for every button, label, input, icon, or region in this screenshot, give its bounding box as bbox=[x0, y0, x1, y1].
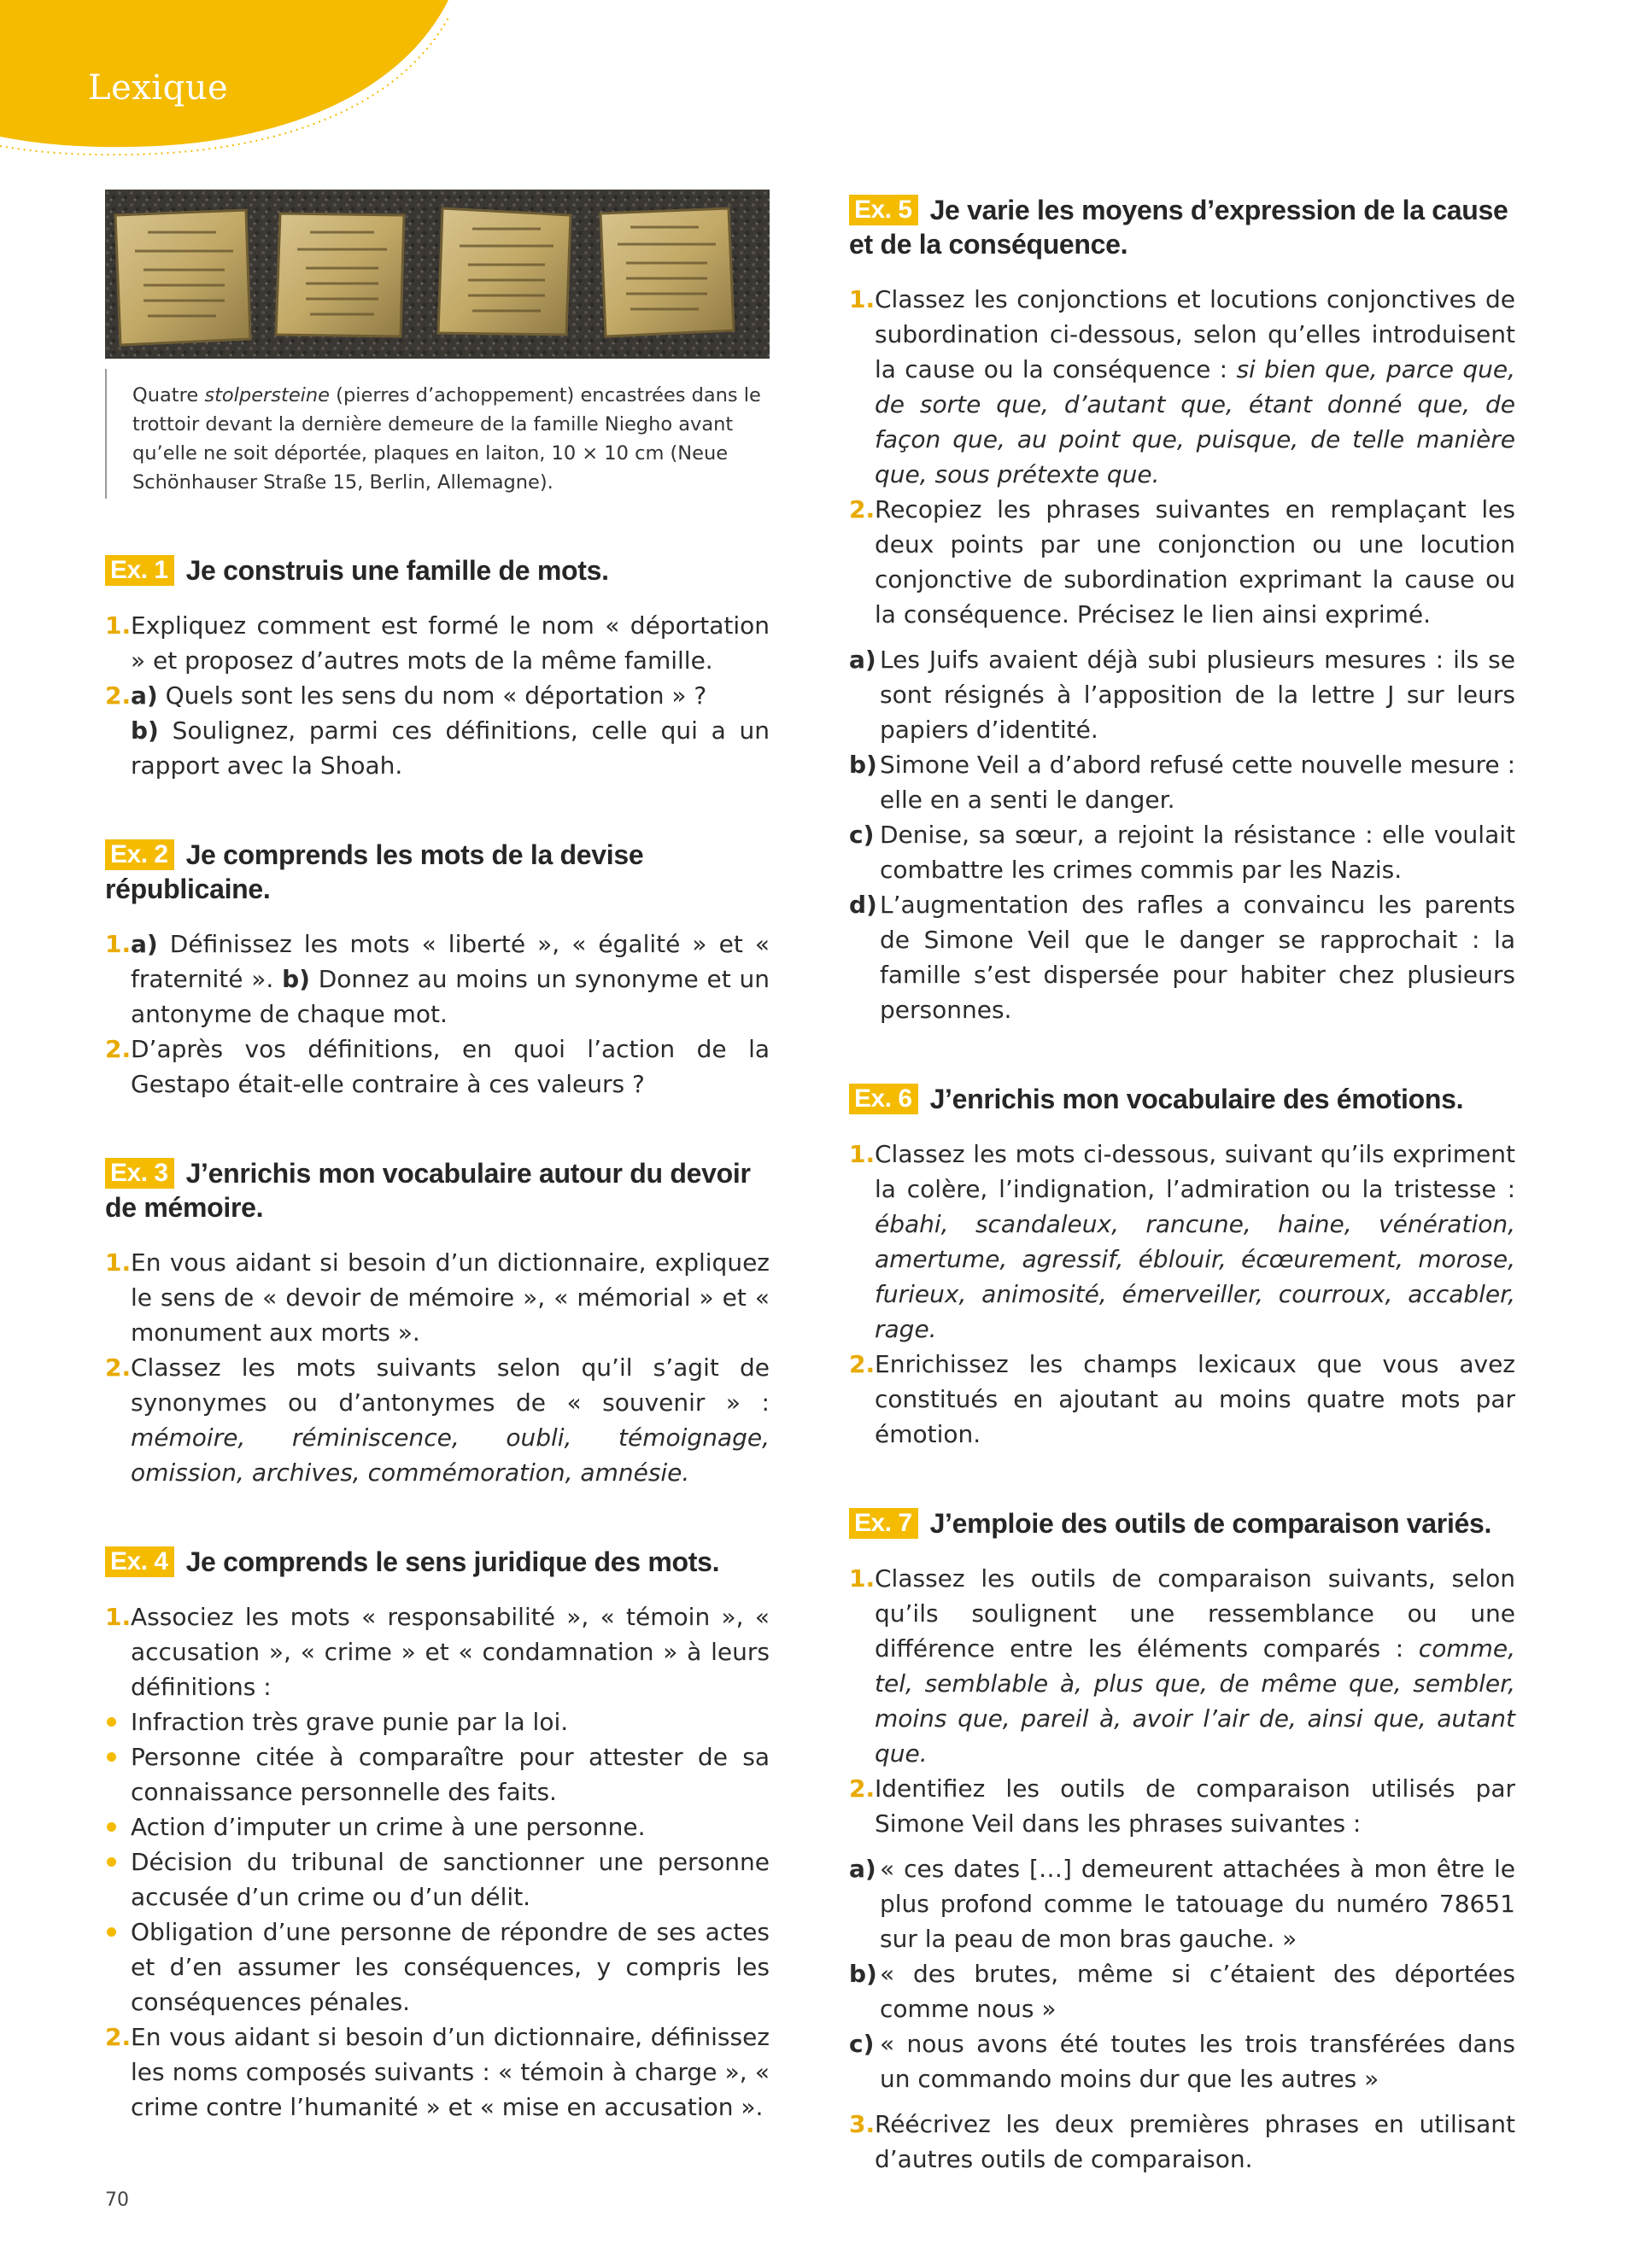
ex7-q3-number: 3. bbox=[849, 2110, 876, 2138]
ex3-q2-words: mémoire, réminiscence, oubli, témoignage, omission, archives, commémoration, amnésie. bbox=[131, 1423, 770, 1487]
exercise-3-heading bbox=[105, 1156, 770, 1225]
ex1-question-1 bbox=[105, 608, 770, 678]
ex4-definition: Action d’imputer un crime à une personne. bbox=[105, 1809, 770, 1844]
ex7-quote bbox=[849, 2026, 1515, 2096]
photo-caption bbox=[105, 369, 770, 499]
ex7-quote bbox=[849, 1851, 1515, 1956]
ex7-question-1 bbox=[849, 1561, 1515, 1771]
caption-post: (pierres d’achoppement) encastrées dans le trottoir devant la dernière demeure de la famille Niegho avant qu’elle ne soit déportée, plaques en laiton, 10 × 10 cm (Neue Schönhauser Straße 15, Berlin, Allemagne). bbox=[132, 384, 761, 494]
ex5-sentence-letter: d) bbox=[849, 891, 877, 919]
ex5-q2-number: 2. bbox=[849, 495, 876, 523]
exercise-6-body bbox=[849, 1137, 1515, 1452]
ex1-q2b-text: Soulignez, parmi ces définitions, celle qui a un rapport avec la Shoah. bbox=[131, 716, 770, 780]
exercise-4-badge: Ex. 4 bbox=[105, 1546, 174, 1577]
exercise-1 bbox=[105, 553, 770, 783]
ex5-sentence-text: Les Juifs avaient déjà subi plusieurs mesures : ils se sont résignés à l’apposition de la lettre J sur leurs papiers d’identité. bbox=[880, 646, 1515, 744]
ex3-q2-text: Classez les mots suivants selon qu’il s’agit de synonymes ou d’antonymes de « souvenir » : bbox=[131, 1353, 770, 1417]
ex4-definition: Décision du tribunal de sanctionner une personne accusée d’un crime ou d’un délit. bbox=[105, 1844, 770, 1914]
left-column bbox=[105, 190, 770, 2125]
exercise-4-body bbox=[105, 1599, 770, 2125]
ex7-q1-text: Classez les outils de comparaison suivants, selon qu’ils soulignent une ressemblance ou une différence entre les éléments comparés : bbox=[875, 1564, 1515, 1663]
ex3-question-2 bbox=[105, 1350, 770, 1490]
ex7-q1-number: 1. bbox=[849, 1564, 876, 1593]
ex7-quote-letter: c) bbox=[849, 2030, 875, 2058]
ex7-quote-letter: b) bbox=[849, 1960, 877, 1988]
ex7-q2-number: 2. bbox=[849, 1774, 876, 1803]
ex2-q2-text: D’après vos définitions, en quoi l’action de la Gestapo était-elle contraire à ces valeurs ? bbox=[131, 1035, 770, 1098]
ex1-q2a-letter: a) bbox=[131, 681, 158, 710]
ex4-definition: Personne citée à comparaître pour attester de sa connaissance personnelle des faits. bbox=[105, 1739, 770, 1809]
exercise-2 bbox=[105, 838, 770, 1102]
ex2-q1b-letter: b) bbox=[282, 965, 310, 993]
ex5-question-2 bbox=[849, 492, 1515, 632]
ex2-question-1 bbox=[105, 926, 770, 1032]
exercise-4 bbox=[105, 1545, 770, 2125]
ex2-q1-number: 1. bbox=[105, 930, 132, 958]
ex7-quote bbox=[849, 1956, 1515, 2026]
ex6-q1-text: Classez les mots ci-dessous, suivant qu’ils expriment la colère, l’indignation, l’admiration ou la tristesse : bbox=[875, 1140, 1515, 1203]
ex1-question-2 bbox=[105, 678, 770, 783]
ex3-question-1 bbox=[105, 1245, 770, 1350]
ex4-q1-number: 1. bbox=[105, 1603, 132, 1631]
exercise-5-heading bbox=[849, 193, 1515, 261]
exercise-1-title: Je construis une famille de mots. bbox=[185, 555, 609, 586]
exercise-1-body bbox=[105, 608, 770, 783]
ex5-sentence-text: L’augmentation des rafles a convaincu les parents de Simone Veil que le danger se rapprochait : la famille s’est dispersée pour habiter chez plusieurs personnes. bbox=[880, 891, 1515, 1024]
ex5-sentence-letter: c) bbox=[849, 821, 875, 849]
exercise-7-heading bbox=[849, 1506, 1515, 1540]
ex5-q2-text: Recopiez les phrases suivantes en remplaçant les deux points par une conjonction ou une locution conjonctive de subordination exprimant la cause ou la conséquence. Précisez le lien ainsi exprimé. bbox=[875, 495, 1515, 628]
exercise-3-title: J’enrichis mon vocabulaire autour du devoir de mémoire. bbox=[105, 1158, 751, 1223]
exercise-5-title: Je varie les moyens d’expression de la cause et de la conséquence. bbox=[849, 195, 1508, 260]
exercise-6-badge: Ex. 6 bbox=[849, 1084, 918, 1114]
caption-term: stolpersteine bbox=[204, 384, 331, 406]
exercise-6-title: J’enrichis mon vocabulaire des émotions. bbox=[929, 1084, 1464, 1114]
exercise-1-badge: Ex. 1 bbox=[105, 555, 174, 586]
ex7-q1-words: comme, tel, semblable à, plus que, de même que, sembler, moins que, pareil à, avoir l’air de, ainsi que, autant que. bbox=[875, 1634, 1515, 1768]
ex5-q1-number: 1. bbox=[849, 285, 876, 313]
stolpersteine-photo bbox=[105, 190, 770, 359]
exercise-3 bbox=[105, 1156, 770, 1490]
ex1-q2b-letter: b) bbox=[131, 716, 159, 745]
ex4-q1-text: Associez les mots « responsabilité », « témoin », « accusation », « crime » et « condamnation » à leurs définitions : bbox=[131, 1603, 770, 1701]
ex2-q2-number: 2. bbox=[105, 1035, 132, 1063]
ex3-q1-number: 1. bbox=[105, 1248, 132, 1277]
exercise-3-badge: Ex. 3 bbox=[105, 1158, 174, 1189]
ex6-q1-words: ébahi, scandaleux, rancune, haine, vénération, amertume, agressif, éblouir, écœurement, morose, furieux, animosité, émerveiller, courroux, accabler, rage. bbox=[875, 1210, 1515, 1343]
ex5-sentence bbox=[849, 747, 1515, 817]
stolpersteine-image bbox=[105, 190, 770, 359]
exercise-6 bbox=[849, 1082, 1515, 1452]
caption-pre: Quatre bbox=[132, 384, 205, 406]
ex3-q2-number: 2. bbox=[105, 1353, 132, 1382]
exercise-7-body bbox=[849, 1561, 1515, 2177]
ex2-q1a-letter: a) bbox=[131, 930, 158, 958]
ex7-quote-text: « des brutes, même si c’étaient des déportées comme nous » bbox=[880, 1960, 1515, 2023]
ex4-q2-text: En vous aidant si besoin d’un dictionnaire, définissez les noms composés suivants : « témoin à charge », « crime contre l’humanité » et « mise en accusation ». bbox=[131, 2023, 770, 2121]
right-column bbox=[849, 190, 1515, 2177]
header-corner-decoration bbox=[0, 0, 448, 158]
exercise-2-heading bbox=[105, 838, 770, 906]
ex6-q2-text: Enrichissez les champs lexicaux que vous avez constitués en ajoutant au moins quatre mots par émotion. bbox=[875, 1350, 1515, 1448]
ex1-q2a-text: Quels sont les sens du nom « déportation » ? bbox=[165, 681, 707, 710]
ex2-q1a-text: Définissez les mots « liberté », « égalité » et « fraternité ». bbox=[131, 930, 770, 993]
exercise-5-badge: Ex. 5 bbox=[849, 195, 918, 225]
exercise-7 bbox=[849, 1506, 1515, 2177]
ex2-question-2 bbox=[105, 1032, 770, 1102]
ex4-question-1 bbox=[105, 1599, 770, 1704]
ex1-q1-number: 1. bbox=[105, 611, 132, 640]
ex7-q2-text: Identifiez les outils de comparaison utilisés par Simone Veil dans les phrases suivantes : bbox=[875, 1774, 1515, 1838]
page-number: 70 bbox=[105, 2189, 129, 2211]
ex7-question-3 bbox=[849, 2107, 1515, 2177]
ex7-quote-letter: a) bbox=[849, 1855, 876, 1883]
ex1-q2-number: 2. bbox=[105, 681, 132, 710]
exercise-2-body bbox=[105, 926, 770, 1102]
ex2-q1b-text: Donnez au moins un synonyme et un antonyme de chaque mot. bbox=[131, 965, 770, 1028]
ex5-sentence bbox=[849, 887, 1515, 1027]
ex4-definition: Infraction très grave punie par la loi. bbox=[105, 1704, 770, 1739]
ex5-question-1 bbox=[849, 282, 1515, 492]
ex5-sentence-text: Simone Veil a d’abord refusé cette nouvelle mesure : elle en a senti le danger. bbox=[880, 751, 1515, 814]
ex5-sentence-letter: b) bbox=[849, 751, 877, 779]
exercise-1-heading bbox=[105, 553, 770, 587]
exercise-5 bbox=[849, 193, 1515, 1027]
ex6-question-1 bbox=[849, 1137, 1515, 1347]
exercise-4-title: Je comprends le sens juridique des mots. bbox=[185, 1546, 720, 1577]
ex1-q1-text: Expliquez comment est formé le nom « déportation » et proposez d’autres mots de la même famille. bbox=[131, 611, 770, 675]
ex6-q2-number: 2. bbox=[849, 1350, 876, 1378]
exercise-7-title: J’emploie des outils de comparaison variés. bbox=[929, 1508, 1492, 1539]
ex4-q2-number: 2. bbox=[105, 2023, 132, 2051]
exercise-2-title: Je comprends les mots de la devise républicaine. bbox=[105, 839, 644, 904]
ex6-question-2 bbox=[849, 1347, 1515, 1452]
exercise-3-body bbox=[105, 1245, 770, 1490]
ex5-q1-words: si bien que, parce que, de sorte que, d’autant que, étant donné que, de façon que, au point que, puisque, de telle manière que, sous prétexte que. bbox=[875, 355, 1515, 488]
ex4-question-2 bbox=[105, 2020, 770, 2125]
exercise-2-badge: Ex. 2 bbox=[105, 839, 174, 870]
ex3-q1-text: En vous aidant si besoin d’un dictionnaire, expliquez le sens de « devoir de mémoire », « mémorial » et « monument aux morts ». bbox=[131, 1248, 770, 1347]
exercise-7-badge: Ex. 7 bbox=[849, 1508, 918, 1539]
exercise-4-heading bbox=[105, 1545, 770, 1579]
ex5-sentence bbox=[849, 817, 1515, 887]
ex7-question-2 bbox=[849, 1771, 1515, 1841]
ex5-q1-text: Classez les conjonctions et locutions conjonctives de subordination ci-dessous, selon qu’elles introduisent la cause ou la conséquence : bbox=[875, 285, 1515, 383]
ex7-q3-text: Réécrivez les deux premières phrases en utilisant d’autres outils de comparaison. bbox=[875, 2110, 1515, 2173]
ex5-sentence-letter: a) bbox=[849, 646, 876, 674]
section-title: Lexique bbox=[88, 68, 229, 108]
exercise-6-heading bbox=[849, 1082, 1515, 1116]
ex7-quote-text: « nous avons été toutes les trois transférées dans un commando moins dur que les autres » bbox=[880, 2030, 1515, 2093]
exercise-5-body bbox=[849, 282, 1515, 1027]
ex7-quote-text: « ces dates […] demeurent attachées à mon être le plus profond comme le tatouage du numéro 78651 sur la peau de mon bras gauche. » bbox=[880, 1855, 1515, 1953]
ex6-q1-number: 1. bbox=[849, 1140, 876, 1168]
ex5-sentence bbox=[849, 642, 1515, 747]
ex4-definition: Obligation d’une personne de répondre de ses actes et d’en assumer les conséquences, y compris les conséquences pénales. bbox=[105, 1914, 770, 2020]
ex5-sentence-text: Denise, sa sœur, a rejoint la résistance : elle voulait combattre les crimes commis par les Nazis. bbox=[880, 821, 1515, 884]
